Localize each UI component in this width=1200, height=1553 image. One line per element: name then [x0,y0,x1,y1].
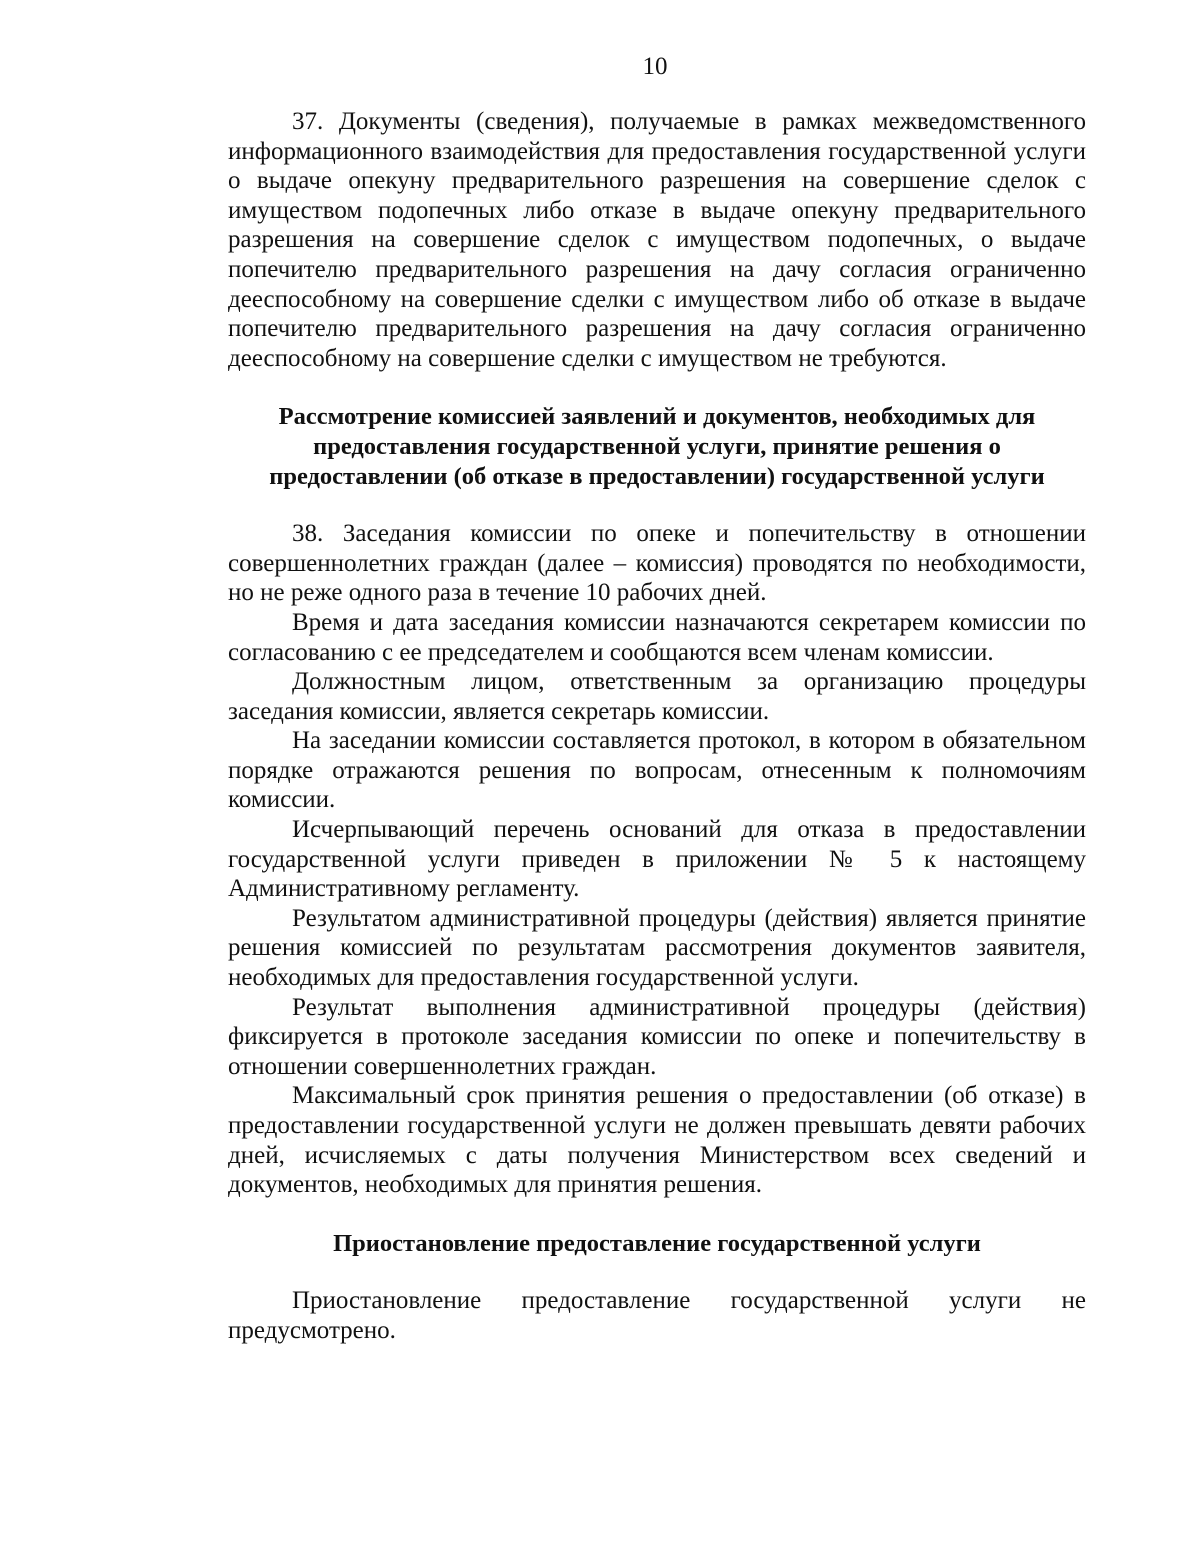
document-body [228,107,1086,1346]
paragraph-refusal-grounds: Исчерпывающий перечень оснований для отказа в предоставлении государственной услуги приведен в приложении № 5 к настоящему Административному регламенту. [228,816,1086,903]
paragraph-procedure-result: Результатом административной процедуры (действия) является принятие решения комиссией по результатам рассмотрения документов заявителя, необходимых для предоставления государственной услуги. [228,904,1086,992]
paragraph-meeting-time: Время и дата заседания комиссии назначаются секретарем комиссии по согласованию с ее председателем и сообщаются всем членам комиссии. [228,608,1086,666]
paragraph-suspension: Приостановление предоставление государственной услуги не предусмотрено. [228,1287,1086,1344]
section-heading-review: Рассмотрение комиссией заявлений и документов, необходимых для предоставления государственной услуги, принятие решения о предоставлении (об отказе в предоставлении) государственной услуги [269,403,1045,490]
paragraph-38: 38. Заседания комиссии по опеке и попечительству в отношении совершеннолетних граждан (далее – комиссия) проводятся по необходимости, но не реже одного раза в течение 10 рабочих дней. [228,520,1086,607]
paragraph-37: 37. Документы (сведения), получаемые в рамках межведомственного информационного взаимодействия для предоставления государственной услуги о выдаче опекуну предварительного разрешения на совершение сделок с имуществом подопечных либо отказе в выдаче опекуну предварительного разрешения на совершение сделок с имуществом подопечных, о выдаче попечителю предварительного разрешения на дачу согласия ограниченно дееспособному на совершение сделки с имуществом либо об отказе в выдаче попечителю предварительного разрешения на дачу согласия ограниченно дееспособному на совершение сделки с имуществом не требуются. [228,108,1086,372]
page-number: 10 [642,53,668,80]
section-heading-suspension: Приостановление предоставление государственной услуги [333,1229,981,1257]
paragraph-responsible-official: Должностным лицом, ответственным за организацию процедуры заседания комиссии, является секретарь комиссии. [228,668,1086,725]
paragraph-decision-deadline: Максимальный срок принятия решения о предоставлении (об отказе) в предоставлении государственной услуги не должен превышать девяти рабочих дней, исчисляемых с даты получения Министерством всех сведений и документов, необходимых для принятия решения. [228,1082,1086,1199]
paragraph-result-fixation: Результат выполнения административной процедуры (действия) фиксируется в протоколе заседания комиссии по опеке и попечительству в отношении совершеннолетних граждан. [228,993,1086,1080]
paragraph-protocol: На заседании комиссии составляется протокол, в котором в обязательном порядке отражаются решения по вопросам, отнесенным к полномочиям комиссии. [228,727,1086,814]
